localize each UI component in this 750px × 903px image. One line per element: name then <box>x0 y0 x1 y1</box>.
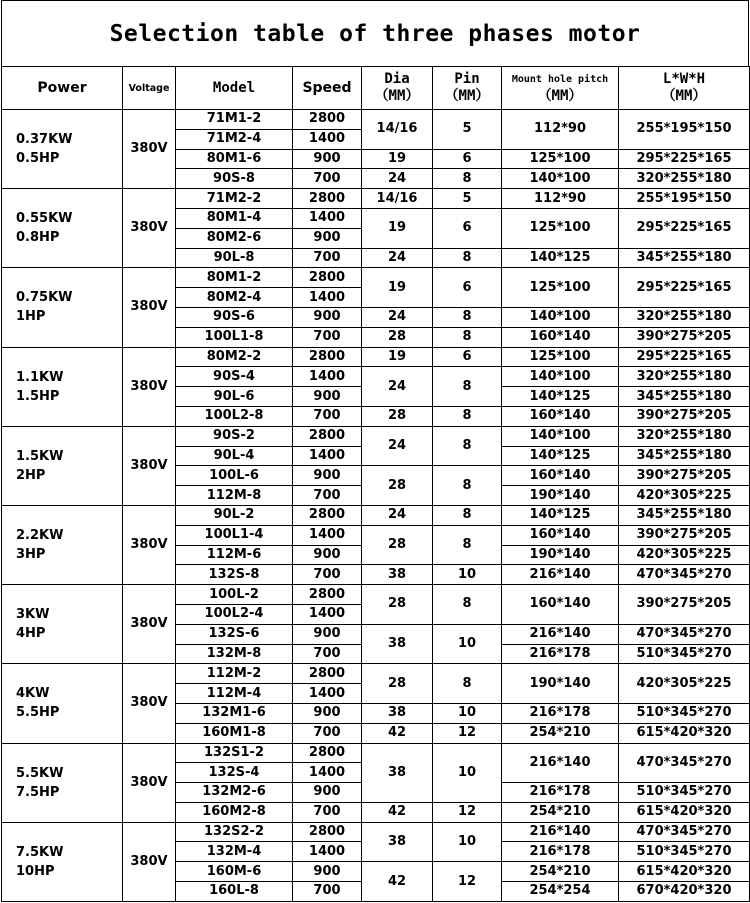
model-cell: 160L-8 <box>176 882 293 902</box>
header-power: Power <box>2 67 123 110</box>
pin-cell: 6 <box>433 208 502 248</box>
dia-cell: 28 <box>362 585 433 625</box>
speed-cell: 900 <box>293 387 362 407</box>
speed-cell: 900 <box>293 703 362 723</box>
dia-cell: 24 <box>362 505 433 525</box>
speed-cell: 1400 <box>293 684 362 704</box>
model-cell: 90L-4 <box>176 446 293 466</box>
power-kw: 3KW <box>16 607 50 623</box>
pin-cell: 8 <box>433 406 502 426</box>
model-cell: 90S-4 <box>176 367 293 387</box>
speed-cell: 900 <box>293 228 362 248</box>
pin-cell: 5 <box>433 189 502 209</box>
voltage-cell: 380V <box>123 664 176 743</box>
pin-cell: 8 <box>433 466 502 506</box>
pin-cell: 12 <box>433 723 502 743</box>
mount-hole-pitch-cell: 216*140 <box>502 624 619 644</box>
mount-hole-pitch-cell: 254*210 <box>502 723 619 743</box>
lwh-cell: 345*255*180 <box>619 387 750 407</box>
speed-cell: 2800 <box>293 268 362 288</box>
lwh-cell: 670*420*320 <box>619 882 750 902</box>
header-pin-unit: （MM） <box>444 88 490 104</box>
mount-hole-pitch-cell: 125*100 <box>502 149 619 169</box>
speed-cell: 700 <box>293 882 362 902</box>
header-mount-hole-pitch <box>502 67 619 110</box>
lwh-cell: 615*420*320 <box>619 862 750 882</box>
speed-cell: 2800 <box>293 743 362 763</box>
model-cell: 132S-6 <box>176 624 293 644</box>
lwh-cell: 295*225*165 <box>619 208 750 248</box>
lwh-cell: 510*345*270 <box>619 842 750 862</box>
power-cell <box>2 585 123 664</box>
dia-cell: 24 <box>362 307 433 327</box>
model-cell: 80M1-6 <box>176 149 293 169</box>
model-cell: 80M1-2 <box>176 268 293 288</box>
table-row <box>2 110 750 130</box>
header-lwh-label: L*W*H <box>662 71 706 87</box>
pin-cell: 10 <box>433 822 502 862</box>
power-cell <box>2 268 123 347</box>
model-cell: 90S-8 <box>176 169 293 189</box>
table-row <box>2 505 750 525</box>
model-cell: 100L2-4 <box>176 604 293 624</box>
speed-cell: 900 <box>293 783 362 803</box>
speed-cell: 1400 <box>293 525 362 545</box>
pin-cell: 8 <box>433 248 502 268</box>
mount-hole-pitch-cell: 216*178 <box>502 703 619 723</box>
lwh-cell: 615*420*320 <box>619 723 750 743</box>
power-kw: 2.2KW <box>16 528 64 544</box>
lwh-cell: 510*345*270 <box>619 703 750 723</box>
table-row <box>2 743 750 763</box>
model-cell: 71M1-2 <box>176 110 293 130</box>
power-kw: 4KW <box>16 686 50 702</box>
power-kw: 0.37KW <box>16 132 73 148</box>
mount-hole-pitch-cell: 125*100 <box>502 268 619 308</box>
lwh-cell: 390*275*205 <box>619 466 750 486</box>
speed-cell: 700 <box>293 644 362 664</box>
speed-cell: 700 <box>293 406 362 426</box>
mount-hole-pitch-cell: 112*90 <box>502 110 619 150</box>
dia-cell: 24 <box>362 248 433 268</box>
model-cell: 132S1-2 <box>176 743 293 763</box>
power-hp: 5.5HP <box>16 705 60 721</box>
lwh-cell: 510*345*270 <box>619 783 750 803</box>
mount-hole-pitch-cell: 140*100 <box>502 367 619 387</box>
header-mount-unit: （MM） <box>537 88 583 104</box>
model-cell: 90S-2 <box>176 426 293 446</box>
mount-hole-pitch-cell: 216*140 <box>502 822 619 842</box>
voltage-cell: 380V <box>123 110 176 189</box>
model-cell: 132M-8 <box>176 644 293 664</box>
mount-hole-pitch-cell: 216*178 <box>502 783 619 803</box>
table-row <box>2 268 750 288</box>
voltage-cell: 380V <box>123 743 176 822</box>
mount-hole-pitch-cell: 125*100 <box>502 208 619 248</box>
mount-hole-pitch-cell: 140*125 <box>502 505 619 525</box>
power-hp: 3HP <box>16 547 46 563</box>
lwh-cell: 320*255*180 <box>619 307 750 327</box>
speed-cell: 700 <box>293 169 362 189</box>
voltage-cell: 380V <box>123 505 176 584</box>
model-cell: 100L1-4 <box>176 525 293 545</box>
lwh-cell: 470*345*270 <box>619 822 750 842</box>
lwh-cell: 295*225*165 <box>619 268 750 308</box>
speed-cell: 1400 <box>293 604 362 624</box>
lwh-cell: 390*275*205 <box>619 327 750 347</box>
dia-cell: 42 <box>362 723 433 743</box>
header-voltage: Voltage <box>123 67 176 110</box>
table-row <box>2 426 750 446</box>
pin-cell: 10 <box>433 624 502 664</box>
motor-selection-table <box>1 66 750 902</box>
lwh-cell: 255*195*150 <box>619 110 750 150</box>
dia-cell: 24 <box>362 426 433 466</box>
table-row <box>2 585 750 605</box>
header-dia-unit: （MM） <box>374 88 420 104</box>
dia-cell: 28 <box>362 664 433 704</box>
model-cell: 80M2-6 <box>176 228 293 248</box>
model-cell: 132S2-2 <box>176 822 293 842</box>
mount-hole-pitch-cell: 254*254 <box>502 882 619 902</box>
model-cell: 100L-6 <box>176 466 293 486</box>
pin-cell: 12 <box>433 862 502 902</box>
power-cell <box>2 189 123 268</box>
pin-cell: 8 <box>433 505 502 525</box>
table-row <box>2 822 750 842</box>
table-body <box>2 110 750 902</box>
mount-hole-pitch-cell: 140*125 <box>502 387 619 407</box>
lwh-cell: 390*275*205 <box>619 585 750 625</box>
lwh-cell: 420*305*225 <box>619 545 750 565</box>
power-cell <box>2 347 123 426</box>
mount-hole-pitch-cell: 254*210 <box>502 802 619 822</box>
lwh-cell: 345*255*180 <box>619 248 750 268</box>
table-header <box>2 67 750 110</box>
mount-hole-pitch-cell: 140*100 <box>502 169 619 189</box>
dia-cell: 38 <box>362 565 433 585</box>
power-cell <box>2 822 123 901</box>
speed-cell: 900 <box>293 862 362 882</box>
mount-hole-pitch-cell: 125*100 <box>502 347 619 367</box>
mount-hole-pitch-cell: 160*140 <box>502 525 619 545</box>
mount-hole-pitch-cell: 160*140 <box>502 466 619 486</box>
pin-cell: 10 <box>433 565 502 585</box>
power-hp: 0.8HP <box>16 230 60 246</box>
dia-cell: 19 <box>362 268 433 308</box>
lwh-cell: 320*255*180 <box>619 169 750 189</box>
speed-cell: 1400 <box>293 129 362 149</box>
dia-cell: 38 <box>362 703 433 723</box>
voltage-cell: 380V <box>123 268 176 347</box>
lwh-cell: 390*275*205 <box>619 406 750 426</box>
speed-cell: 700 <box>293 723 362 743</box>
lwh-cell: 255*195*150 <box>619 189 750 209</box>
model-cell: 100L2-8 <box>176 406 293 426</box>
lwh-cell: 470*345*270 <box>619 624 750 644</box>
speed-cell: 900 <box>293 307 362 327</box>
speed-cell: 900 <box>293 466 362 486</box>
dia-cell: 42 <box>362 862 433 902</box>
model-cell: 80M2-4 <box>176 288 293 308</box>
mount-hole-pitch-cell: 160*140 <box>502 585 619 625</box>
speed-cell: 900 <box>293 149 362 169</box>
dia-cell: 42 <box>362 802 433 822</box>
model-cell: 80M1-4 <box>176 208 293 228</box>
lwh-cell: 345*255*180 <box>619 446 750 466</box>
pin-cell: 8 <box>433 585 502 625</box>
pin-cell: 6 <box>433 268 502 308</box>
power-cell <box>2 505 123 584</box>
mount-hole-pitch-cell: 190*140 <box>502 486 619 506</box>
power-hp: 1HP <box>16 309 46 325</box>
model-cell: 132M2-6 <box>176 783 293 803</box>
dia-cell: 28 <box>362 466 433 506</box>
dia-cell: 24 <box>362 169 433 189</box>
speed-cell: 1400 <box>293 288 362 308</box>
model-cell: 90S-6 <box>176 307 293 327</box>
dia-cell: 19 <box>362 347 433 367</box>
pin-cell: 5 <box>433 110 502 150</box>
model-cell: 112M-8 <box>176 486 293 506</box>
power-kw: 1.5KW <box>16 448 64 464</box>
model-cell: 160M1-8 <box>176 723 293 743</box>
power-hp: 10HP <box>16 863 55 879</box>
speed-cell: 2800 <box>293 664 362 684</box>
speed-cell: 2800 <box>293 110 362 130</box>
model-cell: 160M2-8 <box>176 802 293 822</box>
speed-cell: 2800 <box>293 347 362 367</box>
header-lwh-unit: （MM） <box>661 88 707 104</box>
pin-cell: 10 <box>433 703 502 723</box>
model-cell: 71M2-2 <box>176 189 293 209</box>
pin-cell: 6 <box>433 149 502 169</box>
power-kw: 0.55KW <box>16 211 73 227</box>
model-cell: 100L-2 <box>176 585 293 605</box>
speed-cell: 2800 <box>293 189 362 209</box>
pin-cell: 8 <box>433 169 502 189</box>
dia-cell: 28 <box>362 406 433 426</box>
model-cell: 112M-4 <box>176 684 293 704</box>
speed-cell: 700 <box>293 327 362 347</box>
speed-cell: 1400 <box>293 763 362 783</box>
speed-cell: 900 <box>293 624 362 644</box>
dia-cell: 38 <box>362 743 433 802</box>
lwh-cell: 470*345*270 <box>619 565 750 585</box>
header-speed: Speed <box>293 67 362 110</box>
mount-hole-pitch-cell: 254*210 <box>502 862 619 882</box>
model-cell: 90L-2 <box>176 505 293 525</box>
power-cell <box>2 664 123 743</box>
header-model: Model <box>176 67 293 110</box>
dia-cell: 14/16 <box>362 189 433 209</box>
pin-cell: 8 <box>433 327 502 347</box>
mount-hole-pitch-cell: 160*140 <box>502 327 619 347</box>
pin-cell: 8 <box>433 525 502 565</box>
voltage-cell: 380V <box>123 585 176 664</box>
speed-cell: 700 <box>293 486 362 506</box>
speed-cell: 700 <box>293 565 362 585</box>
power-kw: 5.5KW <box>16 765 64 781</box>
speed-cell: 2800 <box>293 426 362 446</box>
power-hp: 2HP <box>16 467 46 483</box>
lwh-cell: 420*305*225 <box>619 486 750 506</box>
power-kw: 7.5KW <box>16 844 64 860</box>
mount-hole-pitch-cell: 190*140 <box>502 545 619 565</box>
page-title: Selection table of three phases motor <box>1 0 749 66</box>
lwh-cell: 295*225*165 <box>619 347 750 367</box>
speed-cell: 1400 <box>293 208 362 228</box>
power-cell <box>2 743 123 822</box>
mount-hole-pitch-cell: 112*90 <box>502 189 619 209</box>
power-hp: 7.5HP <box>16 784 60 800</box>
lwh-cell: 320*255*180 <box>619 426 750 446</box>
model-cell: 90L-8 <box>176 248 293 268</box>
lwh-cell: 345*255*180 <box>619 505 750 525</box>
header-pin <box>433 67 502 110</box>
voltage-cell: 380V <box>123 426 176 505</box>
speed-cell: 900 <box>293 545 362 565</box>
model-cell: 90L-6 <box>176 387 293 407</box>
table-row <box>2 347 750 367</box>
model-cell: 132S-4 <box>176 763 293 783</box>
power-cell <box>2 426 123 505</box>
speed-cell: 2800 <box>293 822 362 842</box>
speed-cell: 1400 <box>293 367 362 387</box>
speed-cell: 700 <box>293 802 362 822</box>
model-cell: 132M1-6 <box>176 703 293 723</box>
mount-hole-pitch-cell: 216*178 <box>502 644 619 664</box>
header-dia <box>362 67 433 110</box>
speed-cell: 1400 <box>293 842 362 862</box>
dia-cell: 19 <box>362 149 433 169</box>
power-cell <box>2 110 123 189</box>
dia-cell: 14/16 <box>362 110 433 150</box>
pin-cell: 6 <box>433 347 502 367</box>
motor-selection-sheet <box>1 0 749 902</box>
header-lwh <box>619 67 750 110</box>
lwh-cell: 615*420*320 <box>619 802 750 822</box>
model-cell: 71M2-4 <box>176 129 293 149</box>
mount-hole-pitch-cell: 216*140 <box>502 565 619 585</box>
dia-cell: 38 <box>362 822 433 862</box>
model-cell: 80M2-2 <box>176 347 293 367</box>
voltage-cell: 380V <box>123 189 176 268</box>
header-row <box>2 67 750 110</box>
dia-cell: 24 <box>362 367 433 407</box>
voltage-cell: 380V <box>123 347 176 426</box>
pin-cell: 8 <box>433 367 502 407</box>
lwh-cell: 510*345*270 <box>619 644 750 664</box>
pin-cell: 8 <box>433 426 502 466</box>
header-dia-label: Dia <box>384 71 410 87</box>
speed-cell: 1400 <box>293 446 362 466</box>
model-cell: 100L1-8 <box>176 327 293 347</box>
mount-hole-pitch-cell: 140*125 <box>502 446 619 466</box>
voltage-cell: 380V <box>123 822 176 901</box>
speed-cell: 700 <box>293 248 362 268</box>
model-cell: 160M-6 <box>176 862 293 882</box>
power-kw: 1.1KW <box>16 369 64 385</box>
pin-cell: 8 <box>433 307 502 327</box>
dia-cell: 28 <box>362 327 433 347</box>
power-hp: 4HP <box>16 626 46 642</box>
model-cell: 132S-8 <box>176 565 293 585</box>
table-row <box>2 664 750 684</box>
mount-hole-pitch-cell: 190*140 <box>502 664 619 704</box>
pin-cell: 8 <box>433 664 502 704</box>
lwh-cell: 295*225*165 <box>619 149 750 169</box>
pin-cell: 10 <box>433 743 502 802</box>
mount-hole-pitch-cell: 140*100 <box>502 426 619 446</box>
power-kw: 0.75KW <box>16 290 73 306</box>
mount-hole-pitch-cell: 140*125 <box>502 248 619 268</box>
header-mount-label: Mount hole pitch <box>511 74 609 85</box>
power-hp: 1.5HP <box>16 388 60 404</box>
lwh-cell: 390*275*205 <box>619 525 750 545</box>
model-cell: 112M-6 <box>176 545 293 565</box>
mount-hole-pitch-cell: 216*140 <box>502 743 619 783</box>
mount-hole-pitch-cell: 140*100 <box>502 307 619 327</box>
dia-cell: 19 <box>362 208 433 248</box>
lwh-cell: 470*345*270 <box>619 743 750 783</box>
lwh-cell: 420*305*225 <box>619 664 750 704</box>
mount-hole-pitch-cell: 160*140 <box>502 406 619 426</box>
dia-cell: 38 <box>362 624 433 664</box>
lwh-cell: 320*255*180 <box>619 367 750 387</box>
dia-cell: 28 <box>362 525 433 565</box>
pin-cell: 12 <box>433 802 502 822</box>
speed-cell: 2800 <box>293 585 362 605</box>
mount-hole-pitch-cell: 216*178 <box>502 842 619 862</box>
model-cell: 132M-4 <box>176 842 293 862</box>
power-hp: 0.5HP <box>16 151 60 167</box>
speed-cell: 2800 <box>293 505 362 525</box>
table-row <box>2 189 750 209</box>
model-cell: 112M-2 <box>176 664 293 684</box>
header-pin-label: Pin <box>454 71 480 87</box>
